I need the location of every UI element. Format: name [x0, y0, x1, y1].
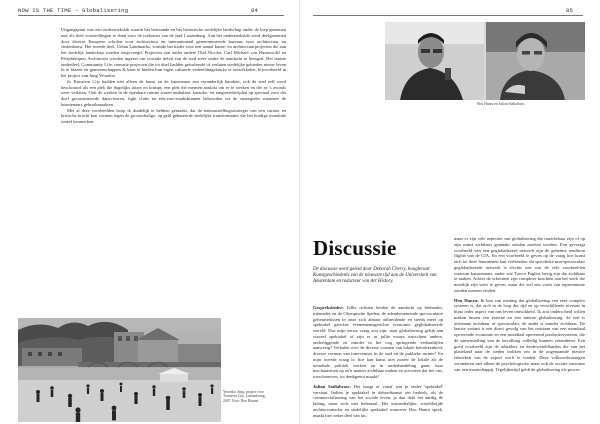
discussion-intro — [313, 267, 442, 285]
speaker-label: Hou Hanru: — [454, 297, 479, 303]
right-column-1 — [313, 305, 443, 418]
page-number-right: 85 — [566, 7, 574, 14]
speakers-photo-caption: Hou Hanru en Julian Stallabrass — [477, 102, 525, 106]
speaker-label: Julian Stallabrass: — [313, 383, 351, 389]
right-col2-paragraph-2: Hou Hanru: Ik ben van mening dat globalisering een zeer complex systeem is, dat zich in de loop der tijd en op verschillende niveaus in bijna ieder aspect van ons leven ontwikkeld. Ik zou onderscheid willen maken tussen een externe en een interne globalisering: de een is uitermate zichtbaar of spectaculair, de ander is minder zichtbaar. De laatste variant is een direct gevolg van het ontstaan van een mondiaal opererende economie en een mondiaal opererend productiesysteem, die de samenstelling van de bevolking volledig kunnen veranderen. Een goed voorbeeld zijn de arbeiders en derdewereldlanden die van het platteland naar de steden trokken om in de zogenaamde nieuwe fabrieken van de export werk te vinden. Deze volksverhuizingen veranderen niet alleen de psychologische maar ook de sociale structuur van een maatschappij. Tegelijkertijd geldt de globalisering als proces — [454, 297, 585, 372]
left-paragraph-1: Uitgangspunt was een onderzoekslab waarin het bestaande en het historische stedelijke landschap onder de loep genomen met als doel voorstellingen te doen voor de toekomst van de stad Luxemburg. Aan het onderzoekslab werd deelgenomen door diverse Europese scholen voor architectuur en internationaal gerenommeerde bureaus voor architectuur en stedenbouw. Het tweede deel, Urban Landmarks, vormde het kader voor een aantal kunst- en architectuurprojecten die aan het stedelijk landschap werden toegevoegd. Projecten van onder andere Olaf Nicolai, Carl Michael von Hausswolff en Périphériques Architectes werden ingezet om cruciale delen van de stad weer onder de aandacht te brengen. Het laatste onderdeel, Community Life, omvatte projecten die tot doel hadden geïsoleerde of verlaten stedelijke gebieden nieuw leven in te blazen en gemeenschappen & kans te bieden hun eigen culturele verbeeldingskracht te ontwikkelen, bijvoorbeeld in het project van Jung Yeondoo. — [61, 27, 286, 78]
page-gutter — [299, 0, 300, 424]
speaker-label: Gespreksleider: — [313, 305, 344, 310]
header-rule-left — [18, 15, 284, 16]
right-col1-paragraph-1: Gespreksleider: Jullie richtten beiden de aandacht op biënnales, triënnales en de Olympische Spelen; de adembenemende spectaculaire gebeurtenissen in onze zich almaar uitbreidende en steeds meer op spektakel gerichte evenementsgerichte economie geglobaliseerde wereld. Dus mijn eerste vraag zou zijn: staat globalisering gelijk aan visueel spektakel of zijn er in jullie essays misschien andere, onderliggende en minder in het oog springende verhaaltijlen aanwezig? Verhalen over de diverse vormen van lokale betrokkenheid, diverse vormen van interventies in de stad en de publieke ruimte? En mijn tweede vraag is: hoe kan kunst niet zozeer de lokale als de mondiale politiek werken en in onderhandeling gaan; haar mechanismen op zo'n manier zichtbaar maken en activeren dat het ons, toeschouwers, tot denkgenot maakt? — [313, 305, 443, 379]
left-paragraph-3: Met al deze voorbeelden hoop ik duidelijk te hebben gemaakt, dat de tentoonstellingsstrategie van een curator en kritische kracht kan vormen tegen de grootschalige, op geld gebaseerde stedelijke transformaties die het huidige mondiale toneel kenmerken. — [61, 107, 286, 124]
right-column-2 — [454, 236, 585, 372]
speakers-photo — [385, 22, 585, 100]
discussion-heading: Discussie — [313, 236, 397, 260]
event-photo — [18, 318, 221, 422]
header-rule-right — [313, 15, 583, 16]
event-photo-caption: Yeondoo Jung, project voor Transient City, Luxembourg, 2007. Foto: Ben Huurm. — [223, 390, 266, 403]
speakers-photo-image — [385, 22, 585, 100]
discussion-intro-text: De discussie werd geleid door Deborah Cherry, hoogleraar Kunstgeschiedenis van de nieuwste tijd aan de Universiteit van Amsterdam en redacteur van Art History. — [313, 267, 437, 284]
event-photo-image — [18, 318, 221, 422]
left-paragraph-2: In Transient City hadden niet alleen de kunst en de kunstenaar een veranderlijk karakter, ook de stad zelf werd beschouwd als een plek die dagelijks uitzet en krimpt; een plek die mensen aanlokt om er te werken en die ze 's avonds weer verlaten. Ook de werken in de openbare ruimte waren ambulant: karaoke- en tangowedstrijden op speciaal voor dat doel geconstrueerde dansvloeren, fight clubs en één-euro-marktkramen behoorden tot de strategieën waarmee de kunstenaars gebruikmaakten. — [61, 78, 286, 107]
right-col2-paragraph-1: maar er zijn vele aspecten van globalisering die onzichtbaar zijn of op zijn minst zichtbaar gemaakt zouden moeten worden. Een gevraagt voorbeeld van een geglobaliseerd netwerk zijn de geheime rendition flights van de CIA. En een voorbeeld te geven op de vraag hoe kunst zich tot deze fenomenen kan verhouden: dit specifieke non-spectaculair geglobaliseerde netwerk is slechts een van de vele voorbeelden waarvan kunstenaars, onder wie Trevor Paglen, bezig zijn die zichtbaar te maken. Achter de schermen zijn complexe krachten aan het werk die moeilijk zijn weer te geven, maar die wel een vorm van representatie zouden moeten vinden. — [454, 236, 585, 293]
right-col1-paragraph-2: Julian Stallabrass: Het hangt er vanaf wat je onder 'spektakel' verstaat. Indien je spektakel in debordiaanse zin bedoelt, als de commercialisering van het sociale leven, ja dan dekt het aardig de lading, maar toch niet helemaal. Het uitzonderlijke, wereldwijde architectonische en stedelijke spektakel waarover Hou Hanru sprak, maakt hier zeker deel van uit, — [313, 383, 443, 418]
page-number-left: 84 — [251, 7, 259, 14]
running-head-left: NOW IS THE TIME – Globalisering — [18, 7, 129, 14]
left-body-column — [61, 27, 286, 125]
